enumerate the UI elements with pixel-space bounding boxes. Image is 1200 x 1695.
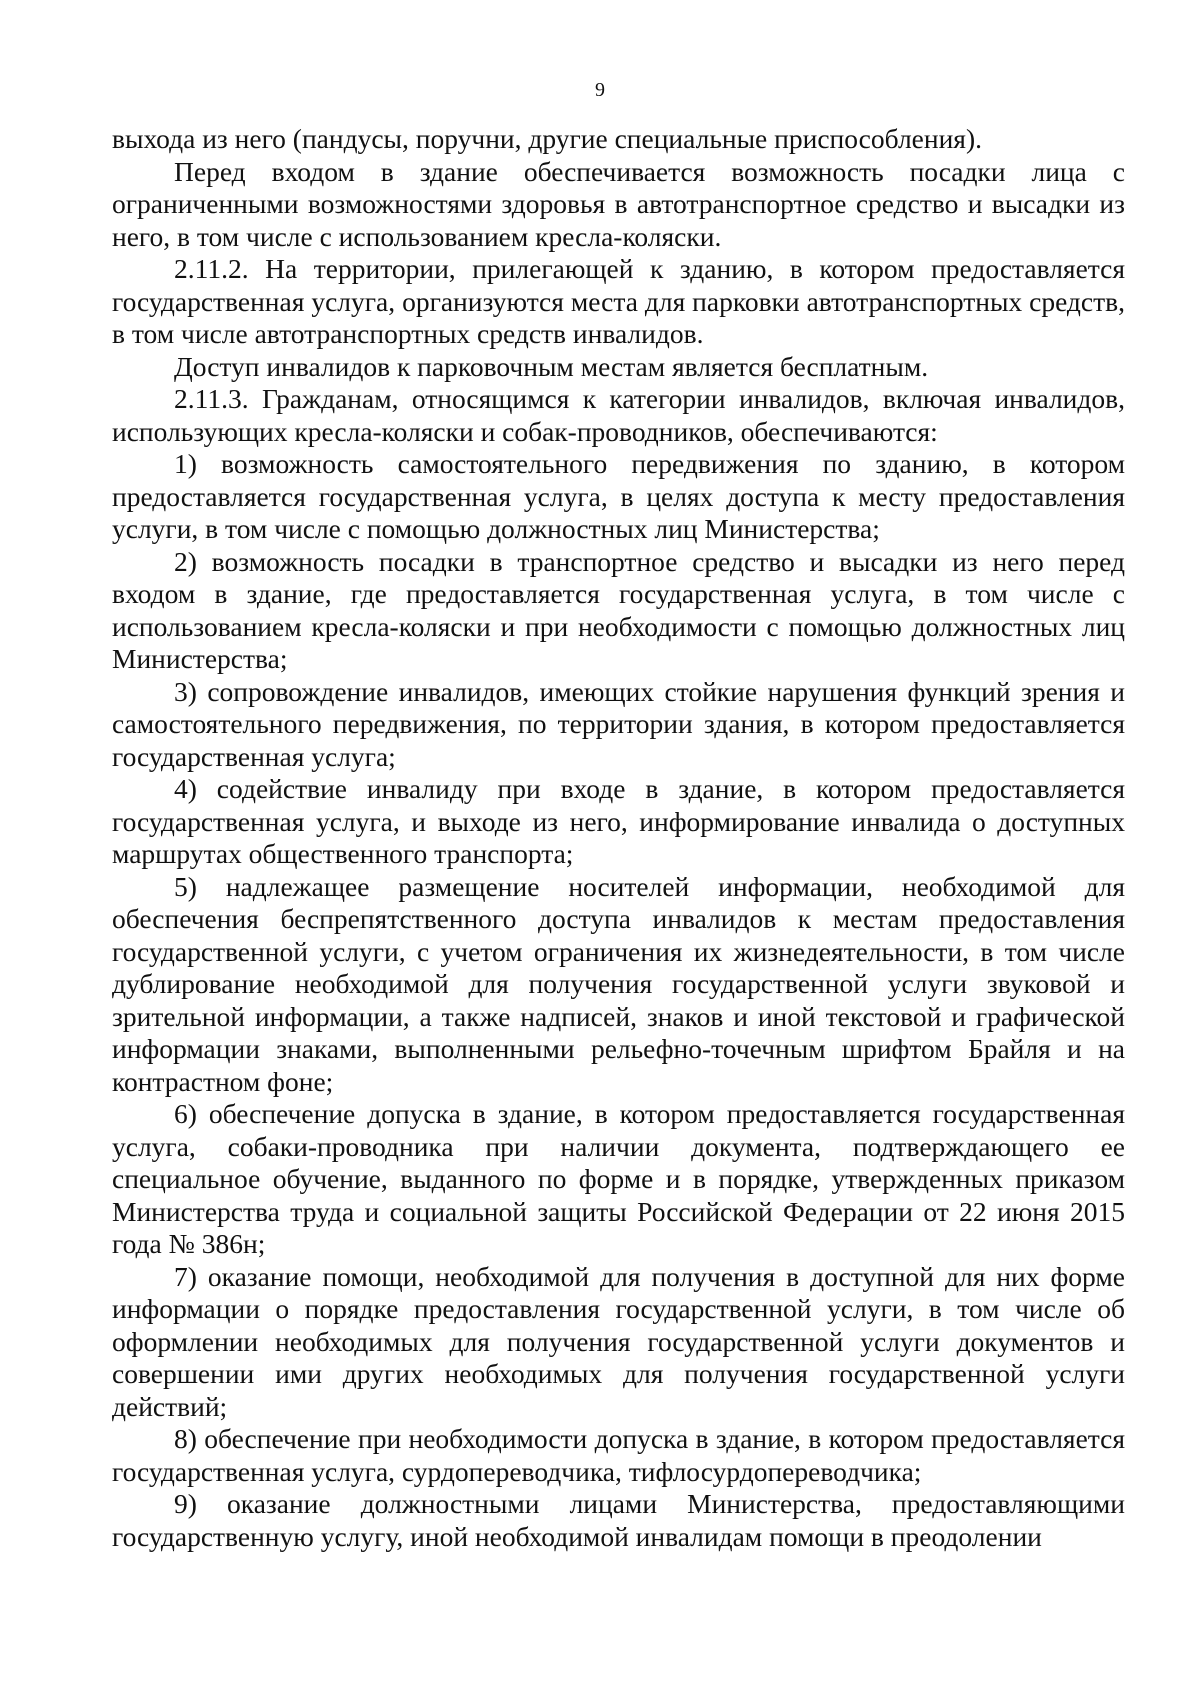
- paragraph-2-11-2: 2.11.2. На территории, прилегающей к зданию, в котором предоставляется государственная услуга, организуются места для парковки автотранспортных средств, в том числе автотранспортных средств инвалидов.: [112, 253, 1125, 349]
- list-item-6: 6) обеспечение допуска в здание, в котором предоставляется государственная услуга, собаки-проводника при наличии документа, подтверждающего ее специальное обучение, выданного по форме и в порядке, утвержденных приказом Министерства труда и социальной защиты Российской Федерации от 22 июня 2015 года № 386н;: [112, 1098, 1125, 1259]
- list-item-7: 7) оказание помощи, необходимой для получения в доступной для них форме информации о порядке предоставления государственной услуги, в том числе об оформлении необходимых для получения государственной услуги документов и совершении ими других необходимых для получения государственной услуги действий;: [112, 1260, 1125, 1422]
- page-number: 9: [595, 79, 605, 101]
- list-item-2: 2) возможность посадки в транспортное средство и высадки из него перед входом в здание, где предоставляется государственная услуга, в том числе с использованием кресла-коляски и при необходимости с помощью должностных лиц Министерства;: [112, 545, 1125, 674]
- list-item-3: 3) сопровождение инвалидов, имеющих стойкие нарушения функций зрения и самостоятельного передвижения, по территории здания, в котором предоставляется государственная услуга;: [112, 675, 1125, 772]
- paragraph-continuation: выхода из него (пандусы, поручни, другие специальные приспособления).: [112, 123, 982, 154]
- paragraph-free-parking: Доступ инвалидов к парковочным местам является бесплатным.: [174, 350, 929, 382]
- list-item-9: 9) оказание должностными лицами Министерства, предоставляющими государственную услугу, иной необходимой инвалидам помощи в преодолении: [112, 1488, 1125, 1552]
- list-item-5: 5) надлежащее размещение носителей информации, необходимой для обеспечения беспрепятственного доступа инвалидов к местам предоставления государственной услуги, с учетом ограничения их жизнедеятельности, в том числе дублирование необходимой для получения государственной услуги звуковой и зрительной информации, а также надписей, знаков и иной текстовой и графической информации знаками, выполненными рельефно-точечным шрифтом Брайля и на контрастном фоне;: [112, 870, 1125, 1097]
- paragraph-2-11-3: 2.11.3. Гражданам, относящимся к категории инвалидов, включая инвалидов, использующих кресла-коляски и собак-проводников, обеспечиваются:: [112, 383, 1125, 447]
- list-item-4: 4) содействие инвалиду при входе в здание, в котором предоставляется государственная услуга, и выходе из него, информирование инвалида о доступных маршрутах общественного транспорта;: [112, 773, 1125, 869]
- document-body: [112, 123, 1125, 1553]
- list-item-8: 8) обеспечение при необходимости допуска в здание, в котором предоставляется государственная услуга, сурдопереводчика, тифлосурдопереводчика;: [112, 1423, 1125, 1487]
- list-item-1: 1) возможность самостоятельного передвижения по зданию, в котором предоставляется государственная услуга, в целях доступа к месту предоставления услуги, в том числе с помощью должностных лиц Министерства;: [112, 448, 1125, 544]
- paragraph-entrance-boarding: Перед входом в здание обеспечивается возможность посадки лица с ограниченными возможностями здоровья в автотранспортное средство и высадки из него, в том числе с использованием кресла-коляски.: [112, 155, 1125, 252]
